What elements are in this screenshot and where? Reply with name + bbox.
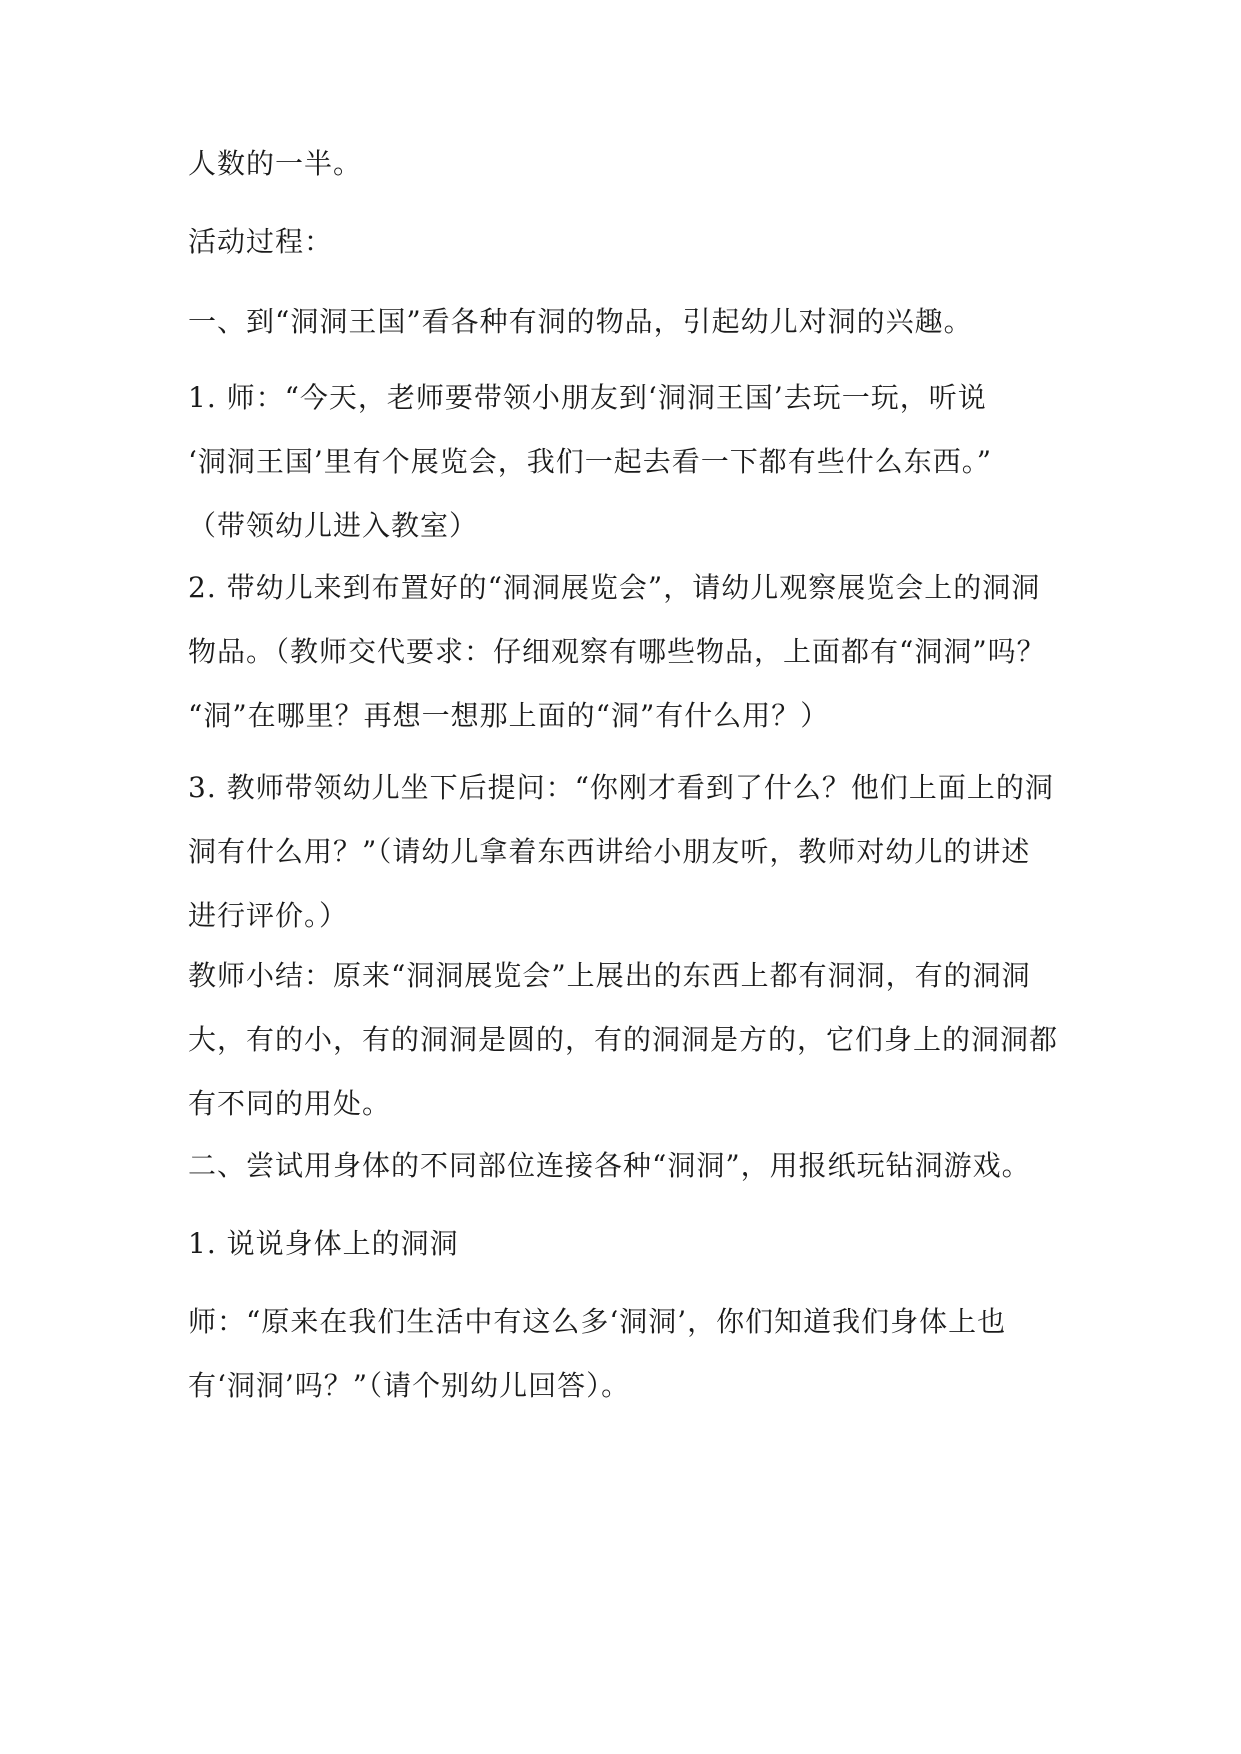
text-line: 有‘洞洞’吗？”（请个别幼儿回答）。 bbox=[188, 1369, 631, 1402]
text-line: 一、到“洞洞王国”看各种有洞的物品，引起幼儿对洞的兴趣。 bbox=[188, 305, 973, 338]
paragraph-sub-1 bbox=[188, 1212, 1068, 1276]
text-line: 有不同的用处。 bbox=[188, 1087, 392, 1120]
paragraph-intro-continuation bbox=[188, 132, 1068, 196]
paragraph-step-3 bbox=[188, 756, 1068, 948]
text-line: 2. 带幼儿来到布置好的“洞洞展览会”，请幼儿观察展览会上的洞洞 bbox=[188, 571, 1041, 604]
paragraph-teacher-dialogue bbox=[188, 1290, 1068, 1418]
text-line: （带领幼儿进入教室） bbox=[188, 509, 479, 542]
text-line: 二、尝试用身体的不同部位连接各种“洞洞”，用报纸玩钻洞游戏。 bbox=[188, 1149, 1031, 1182]
paragraph-step-2 bbox=[188, 556, 1068, 748]
text-line: 人数的一半。 bbox=[188, 147, 363, 180]
section-heading-one bbox=[188, 290, 1068, 354]
text-line: 物品。（教师交代要求：仔细观察有哪些物品，上面都有“洞洞”吗？ bbox=[188, 635, 1046, 668]
text-line: 1. 说说身体上的洞洞 bbox=[188, 1227, 459, 1260]
text-line: 师：“原来在我们生活中有这么多‘洞洞’，你们知道我们身体上也 bbox=[188, 1305, 1007, 1338]
text-line: 大，有的小，有的洞洞是圆的，有的洞洞是方的，它们身上的洞洞都 bbox=[188, 1023, 1059, 1056]
paragraph-process-heading bbox=[188, 210, 1068, 274]
paragraph-teacher-summary bbox=[188, 944, 1068, 1136]
paragraph-step-1 bbox=[188, 366, 1068, 558]
text-line: 1. 师：“今天，老师要带领小朋友到‘洞洞王国’去玩一玩，听说 bbox=[188, 381, 987, 414]
text-line: 洞有什么用？”（请幼儿拿着东西讲给小朋友听，教师对幼儿的讲述 bbox=[188, 835, 1031, 868]
text-line: 活动过程： bbox=[188, 225, 334, 258]
text-line: 教师小结：原来“洞洞展览会”上展出的东西上都有洞洞，有的洞洞 bbox=[188, 959, 1031, 992]
text-line: 进行评价。） bbox=[188, 899, 349, 932]
text-line: 3. 教师带领幼儿坐下后提问：“你刚才看到了什么？他们上面上的洞 bbox=[188, 771, 1054, 804]
section-heading-two bbox=[188, 1134, 1068, 1198]
text-line: “洞”在哪里？再想一想那上面的“洞”有什么用？） bbox=[188, 699, 830, 732]
text-line: ‘洞洞王国’里有个展览会，我们一起去看一下都有些什么东西。” bbox=[188, 445, 993, 478]
